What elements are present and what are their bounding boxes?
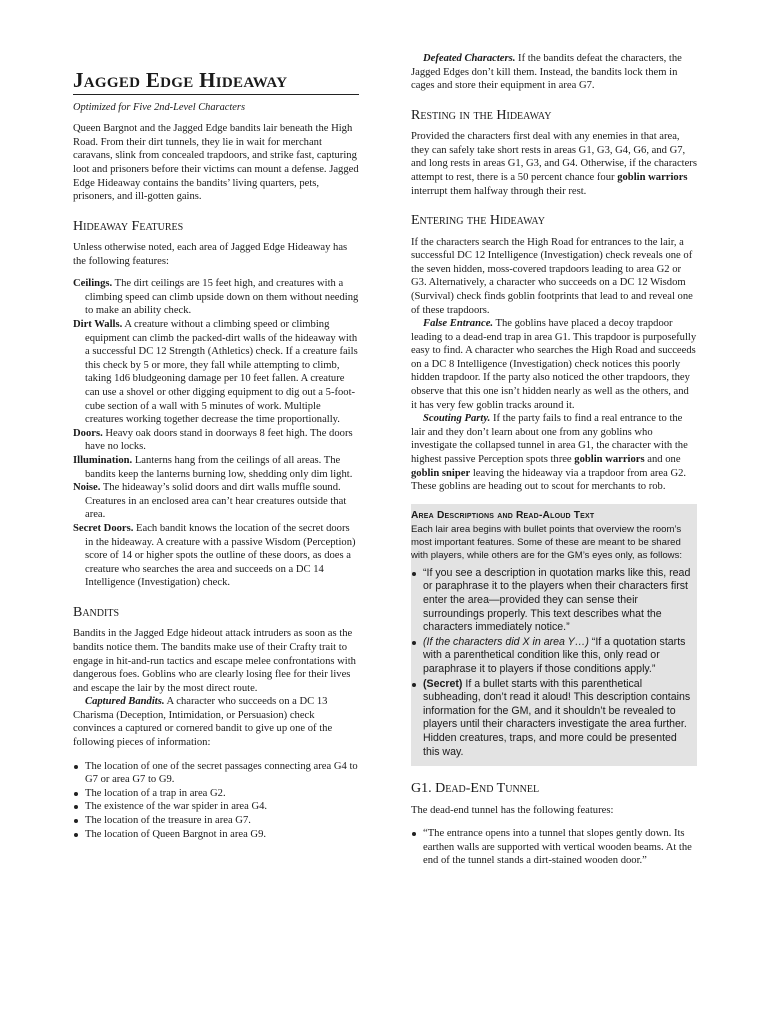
g1-heading: G1. Dead-End Tunnel: [411, 781, 540, 797]
page-title: Jagged Edge Hideaway: [73, 68, 359, 95]
resting-heading: Resting in the Hideaway: [411, 107, 552, 123]
list-item: (Secret) If a bullet starts with this parenthetical subheading, don’t read it aloud! This description contains information for the GM, and it shouldn’t be revealed to players until their characters investigate the area further. Hidden creatures, traps, and more could be presented this way.: [411, 678, 691, 760]
feature-doors: Doors. Heavy oak doors stand in doorways 8 feet high. The doors have no locks.: [73, 427, 353, 453]
list-item: “The entrance opens into a tunnel that slopes gently down. Its earthen walls are supported with vertical wooden beams. At the end of the tunnel stands a dirt-stained wooden door.”: [411, 827, 697, 868]
list-item: (If the characters did X in area Y…) “If a quotation starts with a parenthetical condition like this, only read or paraphrase it to players if those conditions apply.”: [411, 636, 691, 677]
feature-illumination: Illumination. Lanterns hang from the ceilings of all areas. The bandits keep the lanterns burning low, shedding only dim light.: [73, 455, 353, 480]
list-item: The location of a trap in area G2.: [73, 787, 359, 801]
list-item: The location of the treasure in area G7.: [73, 814, 359, 828]
scouting-party-paragraph: Scouting Party. If the party fails to find a real entrance to the lair and they don’t learn about one from any goblins who investigate the collapsed tunnel in area G1, the character with the highest passive Perception spots three goblin warriors and one goblin sniper leaving the hideaway via a trapdoor from area G2. These goblins are heading out to scout for merchants to rob.: [411, 413, 688, 493]
feature-ceilings: Ceilings. The dirt ceilings are 15 feet high, and creatures with a climbing speed can climb upside down on them without needing to make an ability check.: [73, 278, 359, 317]
resting-paragraph: Provided the characters first deal with any enemies in that area, they can safely take short rests in areas G1, G3, G4, G6, and G7, and long rests in areas G1, G3, and G4. Otherwise, if the characters attempt to rest, there is a 50 percent chance four goblin warriors interrupt them halfway through their rest.: [411, 131, 697, 197]
read-aloud-sidebar: [411, 504, 697, 766]
right-column: [411, 52, 697, 868]
features-intro: Unless otherwise noted, each area of Jagged Edge Hideaway has the following features:: [73, 242, 348, 267]
g1-intro: The dead-end tunnel has the following features:: [411, 804, 614, 816]
sidebar-heading: Area Descriptions and Read-Aloud Text: [411, 509, 595, 521]
bandits-paragraph: Bandits in the Jagged Edge hideout attack intruders as soon as the bandits notice them. The bandits make use of their Crafty trait to engage in hit-and-run tactics and escape melee confrontations with dangerous foes. Goblins who are clearly losing flee for their lives and escape the lair by the most direct route.: [73, 628, 356, 694]
false-entrance-paragraph: False Entrance. The goblins have placed a decoy trapdoor leading to a dead-end trap in area G1. This trapdoor is purposefully easy to find. A character who searches the High Road and succeeds on a DC 8 Intelligence (Investigation) check notices this poorly hidden trapdoor. If the party also noticed the other trapdoors, they observe that this one isn’t hidden nearly as well as the others, and it has very few goblin tracks around it.: [411, 318, 697, 411]
info-list: [73, 760, 359, 842]
bandits-heading: Bandits: [73, 604, 120, 620]
features-list: [73, 277, 359, 590]
feature-secret-doors: Secret Doors. Each bandit knows the location of the secret doors in the hideaway. A creature with a passive Wisdom (Perception) score of 14 or higher spots the outline of these doors, as does a creature who searches the area and succeeds on a DC 14 Intelligence (Investigation) check.: [73, 522, 356, 589]
sidebar-list: [411, 567, 691, 759]
defeated-characters-paragraph: Defeated Characters. If the bandits defeat the characters, the Jagged Edges don’t kill them. Instead, the bandits lock them in cages and store their equipment in area G7.: [411, 53, 682, 92]
entering-paragraph: If the characters search the High Road for entrances to the lair, a successful DC 12 Intelligence (Investigation) check reveals one of the seven hidden, moss-covered trapdoors leading to area G2 or G3. Alternatively, a character who succeeds on a DC 12 Wisdom (Survival) check finds goblin footprints that lead to and reveal one of these trapdoors.: [411, 236, 693, 316]
feature-dirt-walls: Dirt Walls. A creature without a climbing speed or climbing equipment can climb the packed-dirt walls of the hideaway with a successful DC 12 Strength (Athletics) check. If a creature fails this check by 5 or more, they fall while attempting to climb, taking 1d6 bludgeoning damage per 10 feet fallen. A creature can use a shovel or other digging equipment to dig out a 5-foot-cube section of a wall with 5 minutes of work. Multiple creatures working together decrease the time proportionally.: [73, 319, 358, 426]
intro-paragraph: Queen Bargnot and the Jagged Edge bandits lair beneath the High Road. From their dirt tunnels, they lie in wait for merchant caravans, slink from concealed trapdoors, and strike fast, capturing loot and prisoners before their victims can mount a defense. Jagged Edge Hideaway contains the bandits’ living quarters, pets, prisoners, and ill-gotten gains.: [73, 123, 359, 203]
list-item: The location of Queen Bargnot in area G9.: [73, 828, 359, 842]
g1-list: [411, 827, 697, 868]
entering-heading: Entering the Hideaway: [411, 213, 545, 229]
sidebar-intro: Each lair area begins with bullet points that overview the room’s most important features. Some of these are meant to be shared with players, while others are for the GM’s eyes only, as follows:: [411, 523, 683, 561]
features-heading: Hideaway Features: [73, 218, 184, 234]
subtitle: Optimized for Five 2nd-Level Characters: [73, 102, 245, 114]
list-item: “If you see a description in quotation marks like this, read or paraphrase it to the players when their characters first enter the area—provided they can sense their surroundings properly. This text describes what the characters immediately notice.”: [411, 567, 691, 635]
left-column: [73, 68, 359, 841]
list-item: The location of one of the secret passages connecting area G4 to G7 or area G7 to G9.: [73, 760, 359, 787]
feature-noise: Noise. The hideaway’s solid doors and dirt walls muffle sound. Creatures in an enclosed area can’t hear creatures outside that area.: [73, 482, 347, 521]
captured-bandits-paragraph: Captured Bandits. A character who succeeds on a DC 13 Charisma (Deception, Intimidation, or Persuasion) check convinces a captured or cornered bandit to give up one of the following pieces of information:: [73, 696, 333, 749]
list-item: The existence of the war spider in area G4.: [73, 800, 359, 814]
